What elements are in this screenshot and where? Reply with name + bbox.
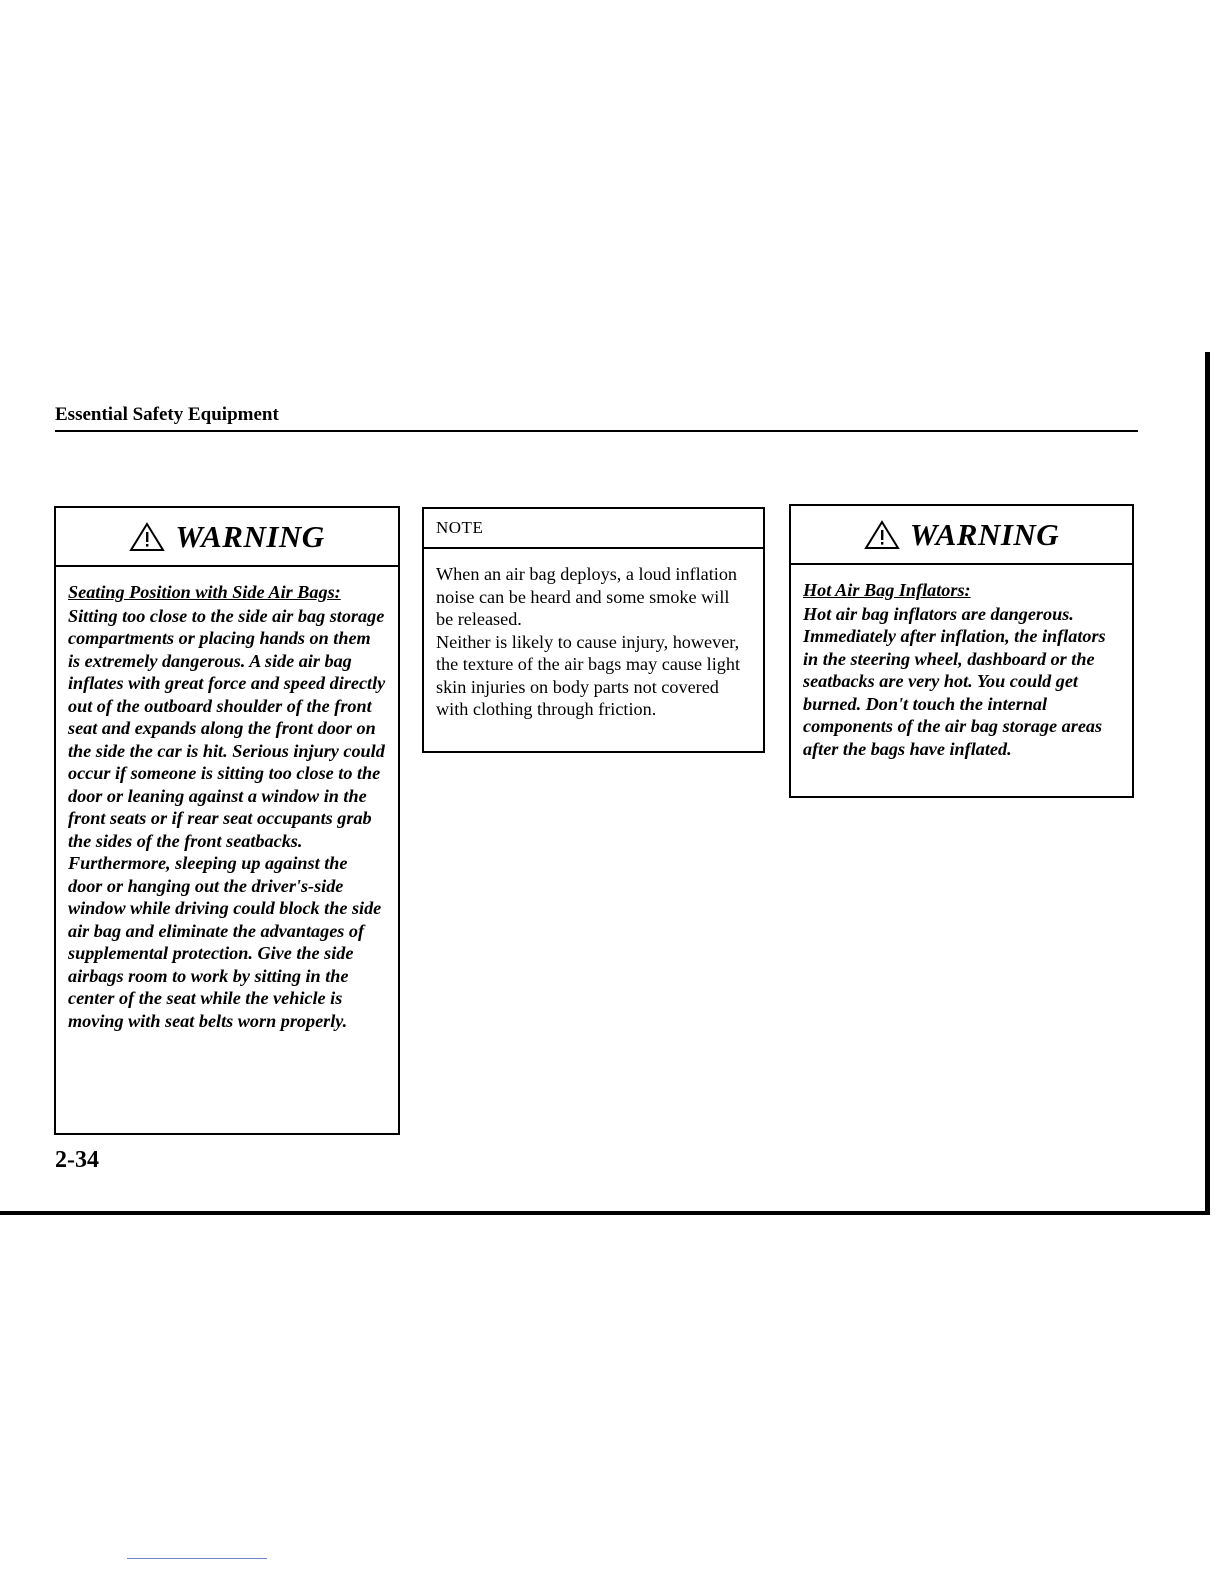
- warning-subtitle: Hot Air Bag Inflators:: [803, 580, 971, 600]
- header-rule: [55, 430, 1138, 432]
- warning-triangle-icon: [129, 522, 165, 552]
- warning-header: [56, 508, 398, 567]
- bottom-rule: [0, 1211, 1210, 1215]
- note-header: NOTE: [424, 509, 763, 549]
- warning-body: [791, 565, 1132, 766]
- warning-body: [56, 567, 398, 1038]
- warning-text: Hot air bag inflators are dangerous. Immediately after inflation, the inflators in the steering wheel, dashboard or the seatbacks are very hot. You could get burned. Don't touch the internal components of the air bag storage areas after the bags have inflated.: [803, 603, 1106, 759]
- footer-link-underline: [127, 1558, 267, 1559]
- note-body: [424, 549, 763, 727]
- warning-subtitle: Seating Position with Side Air Bags:: [68, 582, 341, 602]
- warning-label: WARNING: [909, 516, 1060, 552]
- note-paragraph: When an air bag deploys, a loud inflation noise can be heard and some smoke will be released.: [436, 564, 738, 629]
- section-title: Essential Safety Equipment: [55, 404, 279, 425]
- warning-box-side-air-bags: [54, 506, 400, 1135]
- warning-text: Sitting too close to the side air bag storage compartments or placing hands on them is extremely dangerous. A side air bag inflates with great force and speed directly out of the outboard shoulder of the front seat and expands along the front door on the side the car is hit. Serious injury could occur if someone is sitting too close to the door or leaning against a window in the front seats or if rear seat occupants grab the sides of the front seatbacks. Furthermore, sleeping up against the door or hanging out the driver's-side window while driving could block the side air bag and eliminate the advantages of supplemental protection. Give the side airbags room to work by sitting in the center of the seat while the vehicle is moving with seat belts worn properly.: [68, 605, 386, 1031]
- note-box: [422, 507, 765, 753]
- warning-box-hot-inflators: [789, 504, 1134, 798]
- page-edge-tab: [1205, 352, 1210, 1214]
- note-paragraph: Neither is likely to cause injury, however, the texture of the air bags may cause light skin injuries on body parts not covered with clothing through friction.: [436, 631, 741, 719]
- warning-label: WARNING: [175, 518, 325, 554]
- warning-header: [791, 506, 1132, 565]
- page-number: 2-34: [55, 1147, 99, 1173]
- warning-triangle-icon: [864, 520, 900, 550]
